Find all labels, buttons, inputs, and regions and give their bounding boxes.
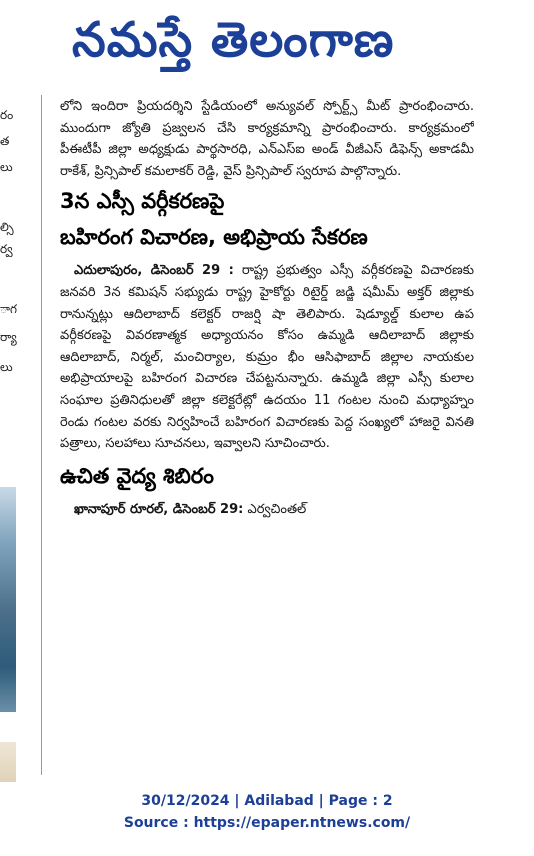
article-headline-2: ఉచిత వైద్య శిబిరం <box>60 463 214 488</box>
adjacent-photo <box>0 487 16 712</box>
strip-fragment: ాగ <box>0 302 18 316</box>
article-body-2-text: ఎర్వచింతల్ <box>243 501 307 517</box>
article-body-2 <box>60 499 474 521</box>
article-headline: బహిరంగ విచారణ, అభిప్రాయ సేకరణ <box>60 225 368 250</box>
masthead <box>0 0 534 86</box>
article-dateline: ఎదులాపురం, డిసెంబర్ 29 : <box>74 263 234 279</box>
footer-source-line: Source : https://epaper.ntnews.com/ <box>123 815 411 831</box>
strip-fragment: లు <box>0 160 13 174</box>
adjacent-photo <box>0 742 16 782</box>
footer <box>0 790 534 834</box>
strip-fragment: లు <box>0 360 13 374</box>
column-divider <box>41 95 42 775</box>
masthead-title: నమస్తే తెలంగాణ <box>72 12 395 68</box>
strip-fragment: రం <box>0 108 14 122</box>
news-article <box>60 96 474 776</box>
strip-fragment: త <box>0 134 10 148</box>
article-dateline-2: ఖానాపూర్ రూరల్, డిసెంబర్ 29: <box>74 501 244 517</box>
article-body <box>60 260 474 454</box>
strip-fragment: ర్యా <box>0 330 17 344</box>
strip-fragment: ర్వ <box>0 242 13 256</box>
article-intro: లోని ఇందిరా ప్రియదర్శిని స్టేడియంలో అన్యువల్ స్పోర్ట్స్ మీట్ ప్రారంభించారు. ముందుగా జ్యోతి ప్రజ్వలన చేసి కార్యక్రమాన్ని ప్రారంభించారు. కార్యక్రమంలో పీఈటీపీ జిల్లా అధ్యక్షుడు పార్థసారధి, ఎన్ఎస్ఐ అండ్ వీజీఎస్ డిఫెన్స్ అకాడమీ రాకేశ్, ప్రిన్సిపాల్ కమలాకర్ రెడ్డి, వైస్ ప్రిన్సిపాల్ స్వరూప పాల్గొన్నారు. <box>60 99 474 179</box>
strip-fragment: ల్సి <box>0 220 14 234</box>
footer-date-line: 30/12/2024 | Adilabad | Page : 2 <box>141 793 393 809</box>
adjacent-column-strip <box>0 92 38 782</box>
article-kicker: 3న ఎస్సీ వర్గీకరణపై <box>60 189 225 214</box>
article-body-text: రాష్ట్ర ప్రభుత్వం ఎస్సీ వర్గీకరణపై విచారణకు జనవరి 3న కమిషన్ సభ్యుడు రాష్ట్ర హైకోర్టు రిటైర్డ్ జడ్జి షమీమ్ అక్తర్ జిల్లాకు రానున్నట్లు ఆదిలాబాద్ కలెక్టర్ రాజర్షి షా తెలిపారు. షెడ్యూల్డ్ కులాల ఉప వర్గీకరణపై వివరణాత్మక అధ్యాయనం కోసం ఉమ్మడి ఆదిలాబాద్ జిల్లాకు ఆదిలాబాద్, నిర్మల్, మంచిర్యాల, కుమ్రం భీం ఆసిఫాబాద్ జిల్లాల నాయకుల అభిప్రాయాలపై బహిరంగ విచారణ చేపట్టనున్నారు. ఉమ్మడి జిల్లా ఎస్సీ కులాల సంఘాల ప్రతినిధులతో జిల్లా కలెక్టరేట్లో ఉదయం 11 గంటల నుంచి మధ్యాహ్నం రెండు గంటల వరకు నిర్వహించే బహిరంగ విచారణకు పెద్ద సంఖ్యలో హాజరై వినతి పత్రాలు, సలహాలు సూచనలు, ఇవ్వాలని సూచించారు. <box>60 263 474 452</box>
